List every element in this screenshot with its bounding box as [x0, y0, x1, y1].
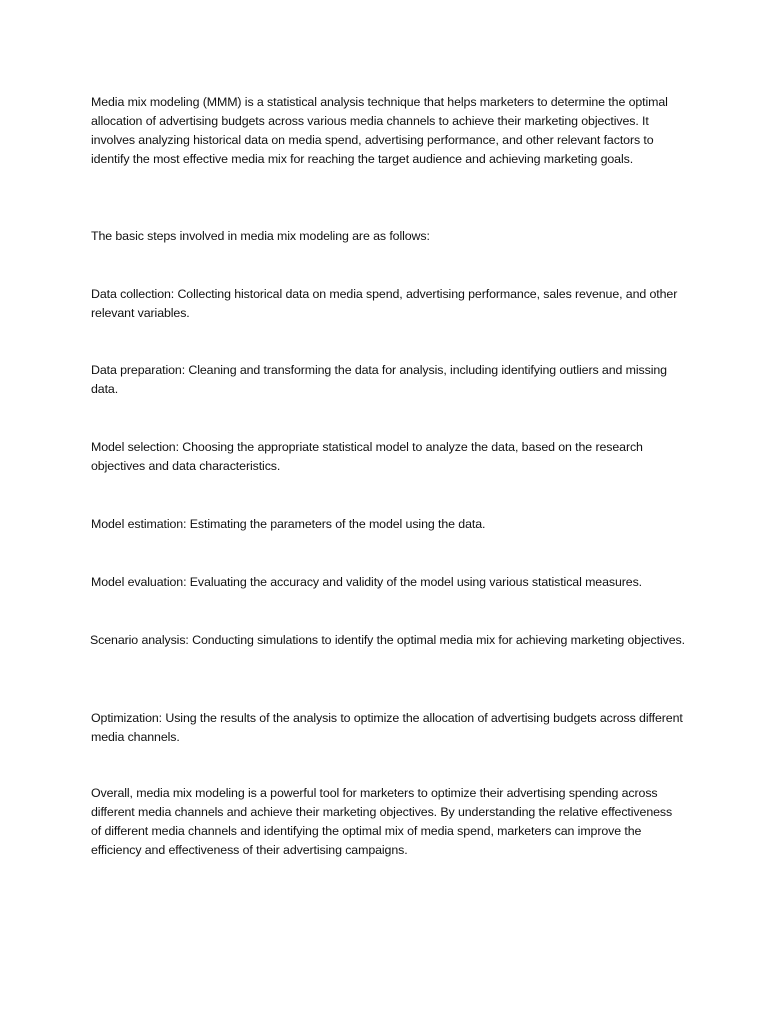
step-model-estimation: Model estimation: Estimating the parameters of the model using the data.: [91, 517, 486, 531]
step-data-collection: Data collection: Collecting historical data on media spend, advertising performance, sales revenue, and other relevant variables.: [91, 287, 678, 320]
intro-paragraph: Media mix modeling (MMM) is a statistical analysis technique that helps marketers to determine the optimal allocation of advertising budgets across various media channels to achieve their marketing objectives. It involves analyzing historical data on media spend, advertising performance, and other relevant factors to identify the most effective media mix for reaching the target audience and achieving marketing goals.: [91, 95, 668, 166]
step-model-evaluation: Model evaluation: Evaluating the accuracy and validity of the model using various statistical measures.: [91, 575, 643, 589]
steps-intro-paragraph: The basic steps involved in media mix modeling are as follows:: [91, 229, 430, 243]
step-data-preparation: Data preparation: Cleaning and transforming the data for analysis, including identifying outliers and missing data.: [91, 363, 667, 396]
step-optimization: Optimization: Using the results of the analysis to optimize the allocation of advertising budgets across different media channels.: [91, 711, 683, 744]
conclusion-paragraph: Overall, media mix modeling is a powerful tool for marketers to optimize their advertising spending across different media channels and achieve their marketing objectives. By understanding the relative effectiveness of different media channels and identifying the optimal mix of media spend, marketers can improve the efficiency and effectiveness of their advertising campaigns.: [91, 786, 673, 857]
step-scenario-analysis: Scenario analysis: Conducting simulations to identify the optimal media mix for achieving marketing objectives.: [90, 633, 685, 647]
step-model-selection: Model selection: Choosing the appropriate statistical model to analyze the data, based on the research objectives and data characteristics.: [91, 440, 643, 473]
